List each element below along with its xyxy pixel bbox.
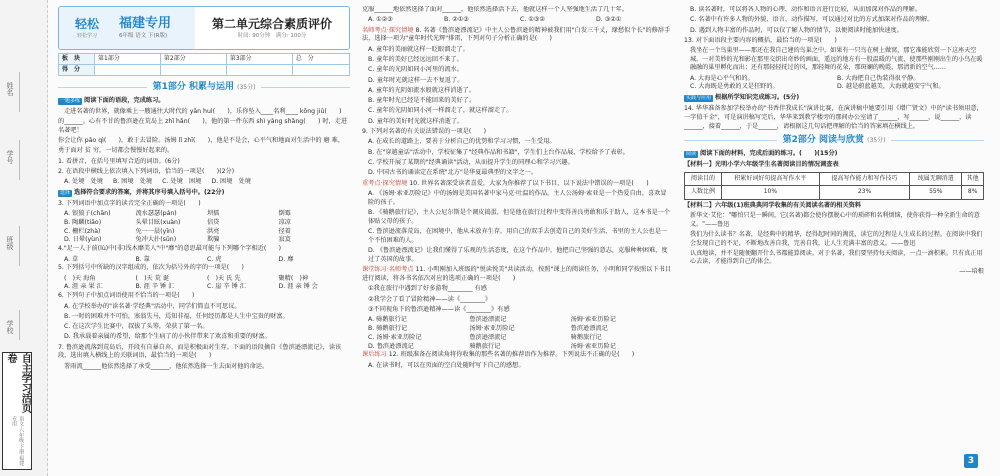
question-7-line: 署雨流______他依然选择了承受______，他依然选择一生去面对他的命运。	[64, 362, 269, 370]
option-cell: 鲁滨逊漂流记	[469, 333, 507, 341]
survey-header: 提高写作能力和写作技巧	[819, 172, 909, 186]
survey-header: 纯属无聊消遣	[910, 172, 962, 186]
option[interactable]: A. 骑鹅旅行记	[368, 316, 407, 324]
passage-line: 勇于面对 贫 穷，一切都会慢慢好起来的。	[58, 147, 174, 155]
section-instruction: 选择符合要求的答案，并将其序号填入括号中。(22分)	[74, 188, 225, 196]
option[interactable]: C. 学校开展了某期的"经典诵读"活动，从而提升学生的同理心和学习兴趣。	[368, 158, 574, 166]
option-cell: 免一一晨(yīn)	[135, 227, 175, 235]
option-cell: ( )天 氏 先	[207, 274, 241, 282]
question-11-text: 11. 小明刚加入班级的"悦读悦美"共读活动，按照"课上的阅读任务，小明和同学按照以下书目进行阅读，将各书名依次对应的选项正确的一项是( )	[362, 266, 671, 283]
option-cell: 倒霉	[278, 210, 291, 218]
question-10-text: 10. 世界名著深受读者喜爱，大家为你推荐了以下书目，以下说法中错误的一项是( )	[409, 179, 649, 187]
score-row-label: 得 分	[59, 65, 95, 76]
option-cell: 欺骗	[207, 236, 220, 244]
option[interactable]: B. 童年的美好已经远远回不来了。	[368, 55, 463, 63]
class-line	[19, 226, 20, 266]
question-14: 14. 华华准备参加学校举办的"书香伴我成长"演讲比赛，在演讲稿中她要引用《增广贤文》中的"读书须用意，一字值千金"，可是演讲稿写完后，华华来到教学楼旁的那间办公室请了______，写______，说______，读______，接着______，于是______，请根据这几句话把理解的恰当的答案填在横线上。	[684, 105, 983, 130]
option-cell: 兔冲大扑(sǔn)	[135, 236, 177, 244]
exam-meta: 时间: 90分钟 满分: 100分	[237, 32, 307, 39]
material-2-paragraph: 我们为什么读书？名著，是经典中的精华，经得起时间的淘洗，读它的过程是人生成长的过程。在阅读中我们会发现自己的不足，不断地改善自我，完善自我，让人生充满丰富的意义。——鲁迅	[690, 230, 983, 247]
option[interactable]: A. 银狼子(chān)	[64, 210, 111, 218]
column-3	[684, 6, 984, 279]
option-cell: 信贷	[207, 218, 220, 226]
option[interactable]: A. 在读书时，可以在页面的空白处随时写下自己的感想。	[368, 361, 525, 369]
option[interactable]: D. ③②①	[596, 16, 622, 24]
section-reading	[684, 150, 984, 159]
question-13-options	[684, 75, 984, 93]
question-8-tag: 名师考点·探究情境	[362, 26, 414, 34]
id-label: 学号	[5, 150, 14, 164]
section-read-passage	[58, 97, 350, 106]
option[interactable]: A. 在成长的道路上，要善于分析自己的优势和学习习惯，一生受用。	[368, 138, 556, 146]
option[interactable]: D. 日晕(yùn)	[64, 236, 102, 244]
binding-margin	[0, 0, 48, 476]
option[interactable]: B. 陶麟(tiāo)	[64, 218, 102, 226]
passage-line: 的______。心有不甘的鲁滨逊在荒岛上 zhǐ hǎn( )，他的第一件东西 shì yàng shǎng( ) 时，走进名著吧！	[58, 117, 348, 134]
section-practice	[684, 94, 984, 103]
section-tag: 一题多练	[60, 97, 81, 104]
score-table	[58, 53, 350, 76]
question-2: 2. 在语段中横线上依次填入下列词语，恰当的一项是( )(2分)	[58, 167, 235, 175]
score-header-cell: 板 块	[59, 54, 95, 65]
score-header-cell: 第1部分	[95, 54, 161, 65]
option[interactable]: C. ①③②	[520, 16, 545, 24]
option-cell: 寂寞	[278, 236, 291, 244]
option[interactable]: D. 靡	[278, 255, 294, 263]
material-1-title: 【材料一】光明小学六年级学生名著阅读目的情况调查表	[684, 160, 839, 168]
list-item: ①我在旅行中遇到了好多游物________ 有感	[368, 285, 487, 293]
material-2-paragraph: 认真地读，并不是随便翻开什么书都能算阅读。对于名著，我们要坚持每天阅读，一点一滴积累。只有真正用心去读，才能得到自己的体会。	[690, 249, 983, 266]
option[interactable]: C. 崖 辛 锤 汇	[207, 283, 246, 291]
question-3: 3. 下列词语中加点字的读音完全正确的一项是( )	[58, 199, 201, 207]
option-cell: 凉凉	[278, 218, 291, 226]
option[interactable]: B. ②①③	[444, 16, 469, 24]
school-line	[19, 310, 20, 340]
option-cell: 汤姆·索亚历险记	[570, 342, 616, 350]
option[interactable]: B. 靠	[135, 255, 150, 263]
question-4: 4."足一人于前(lù)中(非)浅木靡美人"中"靡"的意思最可能与下列哪个字相近( )	[58, 245, 282, 253]
option[interactable]: D. 童年的美好时光就这样消逝了。	[368, 117, 464, 125]
option[interactable]: D. 鲁滨逊漂流记	[368, 342, 414, 350]
option[interactable]: A. 处境 处境	[64, 178, 103, 186]
option[interactable]: A. 大海是心平气和的。	[690, 74, 754, 82]
question-11-options	[362, 316, 672, 351]
section-choice	[58, 189, 350, 198]
survey-value: 10%	[721, 186, 819, 200]
section-instruction: 阅读下面的材料，完成后面的练习。( )(15分)	[700, 150, 838, 158]
option[interactable]: B. 读名著时，可以将各人物的心理、动作和语言进行比较，从而加深对作品的理解。	[690, 6, 921, 13]
school-label: 学校	[5, 320, 14, 334]
option[interactable]: D. 中国古书的诵读定在系统"北方"是华夏最典型的文字之一。	[368, 169, 538, 177]
material-2-title: 【材料二】六年级(1)班典典同学收集的有关阅读名著的相关资料	[684, 201, 862, 209]
survey-value: 8%	[962, 186, 984, 200]
passage-line: 走进名著的世界，就像乘上一艘通往大时代的 yān huì( )，乐你坠入____名利____ kōng jiǔ( )	[64, 107, 342, 115]
option-cell: 鲁滨逊漂流记	[469, 316, 507, 324]
question-11	[362, 266, 672, 284]
option[interactable]: B. 一时的困难并不可怕，塞翁失马，焉知非福，任何经历都是人生中宝贵的财富。	[64, 312, 289, 320]
option[interactable]: D. 童年时光就这样一去不复返了。	[368, 76, 464, 84]
publisher-logo	[59, 7, 115, 49]
question-2-options	[58, 178, 350, 187]
question-13: 13. 对下面语段主要内容的概括，最恰当的一项是( )	[684, 36, 837, 44]
question-11-tag: 课堂练习·名师考点	[362, 266, 414, 274]
brand-logo	[2, 352, 32, 470]
page-number: 3	[964, 454, 978, 468]
option-cell: 径着	[278, 227, 291, 235]
option[interactable]: C. 大海既是勇敢的又是狂野的。	[690, 83, 779, 91]
part1-heading	[58, 81, 350, 94]
option[interactable]: B. 涯 辛 锤 汇	[135, 283, 175, 291]
survey-table	[684, 172, 984, 200]
option[interactable]: D. 越是蔚蓝越美，大海就越安宁气和。	[837, 83, 945, 91]
material-2-attribution: ——培根	[959, 268, 984, 276]
part1-name: 积累与运用	[188, 82, 234, 92]
option[interactable]: A. 童年的美丽就这样一眨眼溜走了。	[368, 45, 469, 53]
part2-title: 第2部分	[782, 135, 816, 146]
option-cell: ( )天 荒 诞	[135, 274, 170, 282]
survey-header: 阅读目的	[685, 172, 722, 186]
material-2-paragraph: 新华文·艾伦："哪怕只是一瞬间，它(名著)都会使你摆脱心中的琐碎和名利烦恼，使你获得一种全新生命的意义。"——鲁迅	[690, 212, 980, 228]
section-instruction: 根据所学知识完成练习。(5分)	[715, 94, 800, 102]
exam-title: 第二单元综合素质评价	[211, 16, 332, 31]
exam-header	[58, 6, 350, 50]
edition-box	[115, 7, 195, 49]
class-label: 班级	[5, 236, 14, 250]
option-cell: ( )天 海角	[64, 274, 96, 282]
section-tag: 阅读	[686, 151, 697, 158]
survey-header: 积累好词好句提高写作水平	[721, 172, 819, 186]
edition-label: 福建专用	[119, 15, 172, 31]
name-line	[19, 72, 20, 112]
part2-heading	[684, 134, 984, 147]
question-12-tag: 课后练习	[362, 351, 387, 359]
part2-points: (35分)	[867, 137, 886, 145]
option[interactable]: A. 童年的光阴如流水般就这样消逝了。	[368, 86, 476, 94]
option-cell: 坝擂	[207, 210, 220, 218]
option-cell: 鲁滨逊漂流记	[570, 325, 608, 332]
survey-header: 其他	[962, 172, 984, 186]
column-1	[58, 6, 350, 373]
part1-title: 第1部分	[152, 82, 186, 92]
question-10-tag: 重考点·探究情境	[362, 179, 408, 187]
option[interactable]: D. 遇到人物丰富的作品时，可以仅了解人物的情节，以便阅读时能加快速度。	[690, 26, 903, 34]
option-cell: 洪亮	[207, 227, 220, 235]
logo-sub: 轻松学习	[76, 32, 97, 39]
option[interactable]: D. 涯 亲 锤 会	[278, 283, 318, 291]
option[interactable]: B. 困境 处境	[113, 178, 153, 186]
title-box	[195, 7, 349, 49]
question-5: 5. 下列括号中所缺的汉字组成的，依次为括号外的字的一项是( )	[58, 264, 244, 272]
question-7-continued: 克服______地依然选择了面对______，他依然选择活下去，他就这样一个人坚强地生活了几十年。	[362, 6, 629, 13]
option-cell: 流水瑟瑟(pán)	[135, 210, 177, 218]
option[interactable]: B. 童年时光已经是不能回来的美好了。	[368, 97, 476, 105]
column-2	[362, 6, 672, 372]
option[interactable]: C. 童年的光阴如同小河一样溜走了，就这样溜走了。	[368, 107, 513, 115]
option[interactable]: A. 涯 亲 果 汇	[64, 283, 103, 291]
question-5-options	[58, 275, 350, 293]
question-3-options	[58, 210, 350, 245]
option[interactable]: A. 在学校举办的"读名著·学经典"活动中，同学们简直不可思议。	[64, 302, 241, 310]
section-instruction: 阅读下面的语段，完成练习。	[84, 96, 165, 104]
option-cell: 汤姆·索亚历险记	[469, 325, 515, 332]
option-cell: 汤姆·索亚历险记	[570, 316, 616, 324]
score-header-cell: 第3部分	[226, 54, 292, 65]
option-cell: 聚精( )神	[278, 274, 309, 282]
brand-title: 自主学习活页卷	[5, 353, 31, 413]
option[interactable]: D. 《鲁滨逊漂流记》让我们懂得了乐观的生活态度，在这个作品中，他把自己坚强的意志，克服种种困难，度过了英国的故事。	[368, 247, 668, 263]
option-cell: 骑鹅旅行记	[570, 333, 602, 341]
question-9: 9. 下列对名著的有关说法错误的一项是( )	[362, 128, 487, 136]
option[interactable]: A. ①②③	[368, 16, 393, 24]
option[interactable]: A. 草	[64, 255, 79, 263]
score-header-cell: 总 分	[292, 54, 349, 65]
part2-name: 阅读与欣赏	[818, 135, 864, 146]
question-8	[362, 27, 672, 45]
list-item: ②我学会了看了冒险精神——读《________》	[368, 295, 492, 303]
list-item: ③不同视角下的鲁滨逊精神——读《________》有感	[368, 305, 510, 313]
option[interactable]: C. 童年的光阴如同小河里的流水。	[368, 66, 463, 74]
score-input-cell[interactable]	[160, 65, 226, 76]
option-cell: 头晕目眩(xuàn)	[135, 218, 181, 226]
score-input-cell[interactable]	[95, 65, 161, 76]
question-10	[362, 180, 672, 189]
option[interactable]: A. 《汤姆·索亚历险记》中的汤姆是美国名著中家马克·吐温的作品，主人公汤姆·索亚是一个热爱自由，喜欢冒险的孩子。	[368, 189, 667, 206]
option[interactable]: C. 汤姆·索亚历险记	[368, 333, 422, 341]
option[interactable]: B. 《骑鹅旅行记》，主人公尼尔斯是个调皮捣蛋，但是他在旅行过程中变得善良勇敢和乐于助人，这本书是一个体贴父母的孩子。	[368, 208, 671, 225]
option[interactable]: C. 虎	[207, 255, 222, 263]
question-4-options	[58, 256, 350, 265]
option[interactable]: D. 我承载着亲属的希望，给那个生病了的小伙伴带来了欢喜和重要的财富。	[64, 333, 271, 341]
question-12-text: 12. 班级准备在阅读角将你收集的那些名著的推荐语作为推荐。下列说法不正确的是( )	[388, 351, 635, 359]
id-line	[19, 140, 20, 180]
grade-label: 6年级 语文 下(R版)	[119, 33, 168, 40]
score-input-cell[interactable]	[226, 65, 292, 76]
question-7: 7. 鲁滨逊流落到荒岛后，开段有自暴自弃，而是积极面对生存。下面的语段摘自《鲁滨逊漂流记》，读该段，选出填入横线上的关联词语，最恰当的一项是( )	[58, 343, 342, 360]
section-tag: 选择	[60, 189, 71, 196]
option[interactable]: B. 骑鹅旅行记	[368, 325, 408, 332]
survey-value: 23%	[819, 186, 909, 200]
passage-line: 你会让你 pāo qì( )，敢于去冒险。汤姆 lǐ zhī( )，他是不是会，心平气和地面对生活中的 磨 难，	[58, 136, 345, 144]
question-1: 1. 看拼音，在括号里填写合适的词语。(6分)	[58, 157, 180, 165]
score-header-cell: 第2部分	[160, 54, 226, 65]
option[interactable]: B. 在"穿越童话"活动中，学校征集了"经典作品和书籍"，学生们上台作品展，学校给予了表彰。	[368, 148, 629, 156]
option[interactable]: B. 大海把自己伪装得很平静。	[837, 74, 920, 82]
score-input-cell[interactable]	[292, 65, 349, 76]
logo-text: 轻松	[74, 16, 99, 31]
option-cell: 骑鹅旅行记	[469, 342, 501, 350]
option[interactable]: C. 名著中有许多人物的外貌、语言、动作描写，可以通过对比的方式加深对作品的理解。	[690, 16, 934, 24]
section-tag: 实践与应用	[686, 95, 712, 102]
survey-row-label: 人数比例	[685, 186, 722, 200]
option[interactable]: C. 在这次学生比赛中，叔拔了头筹，荣获了第一名。	[64, 323, 209, 331]
brand-subtitle: 语文·六年级·下册·福建专用	[11, 415, 25, 466]
option[interactable]: C. 处境 困境	[162, 178, 202, 186]
option[interactable]: D. 困境 处境	[211, 178, 251, 186]
question-13-passage: 我坐在一个鸟巢里——那还在我自己建的鸟巢之中，如果有一只鸟在树上做窝，那它准能欣赏一下这座天空城。一对美妙的光和影在那里交织出奇妙的画面，遥远的地方有一股温暖的气流，使那些刚刚出生的小鸟在暖融融的巢里孵化而出；还有那轻轻抚过的风，那轻舞的花朵，那斑斓的晚霞，那清新的空气……	[690, 47, 983, 72]
option[interactable]: C. 栅栏(zhà)	[64, 227, 101, 235]
name-label: 姓名	[5, 82, 14, 96]
option[interactable]: C. 鲁滨逊流落荒岛，在困境中，他从未放弃生存，用自己的双手去创造自己的美好生活，书里的主人公也是一个不怕困难的人。	[368, 228, 668, 244]
question-12	[362, 351, 672, 360]
question-8-text: 8. 名著《鲁滨逊漂流记》中主人公鲁滨逊的精神被我们用"白发三千丈，缘愁似个长"的修辞手法，选择一项为"童年时代光辉"排雷，下列对句子分析正确的是( )	[362, 26, 671, 43]
part1-points: (35分)	[237, 84, 256, 91]
question-6: 6. 下列句子中加点词语使用不恰当的一项是( )	[58, 292, 195, 300]
survey-value: 55%	[910, 186, 962, 200]
question-7-options	[362, 16, 672, 25]
